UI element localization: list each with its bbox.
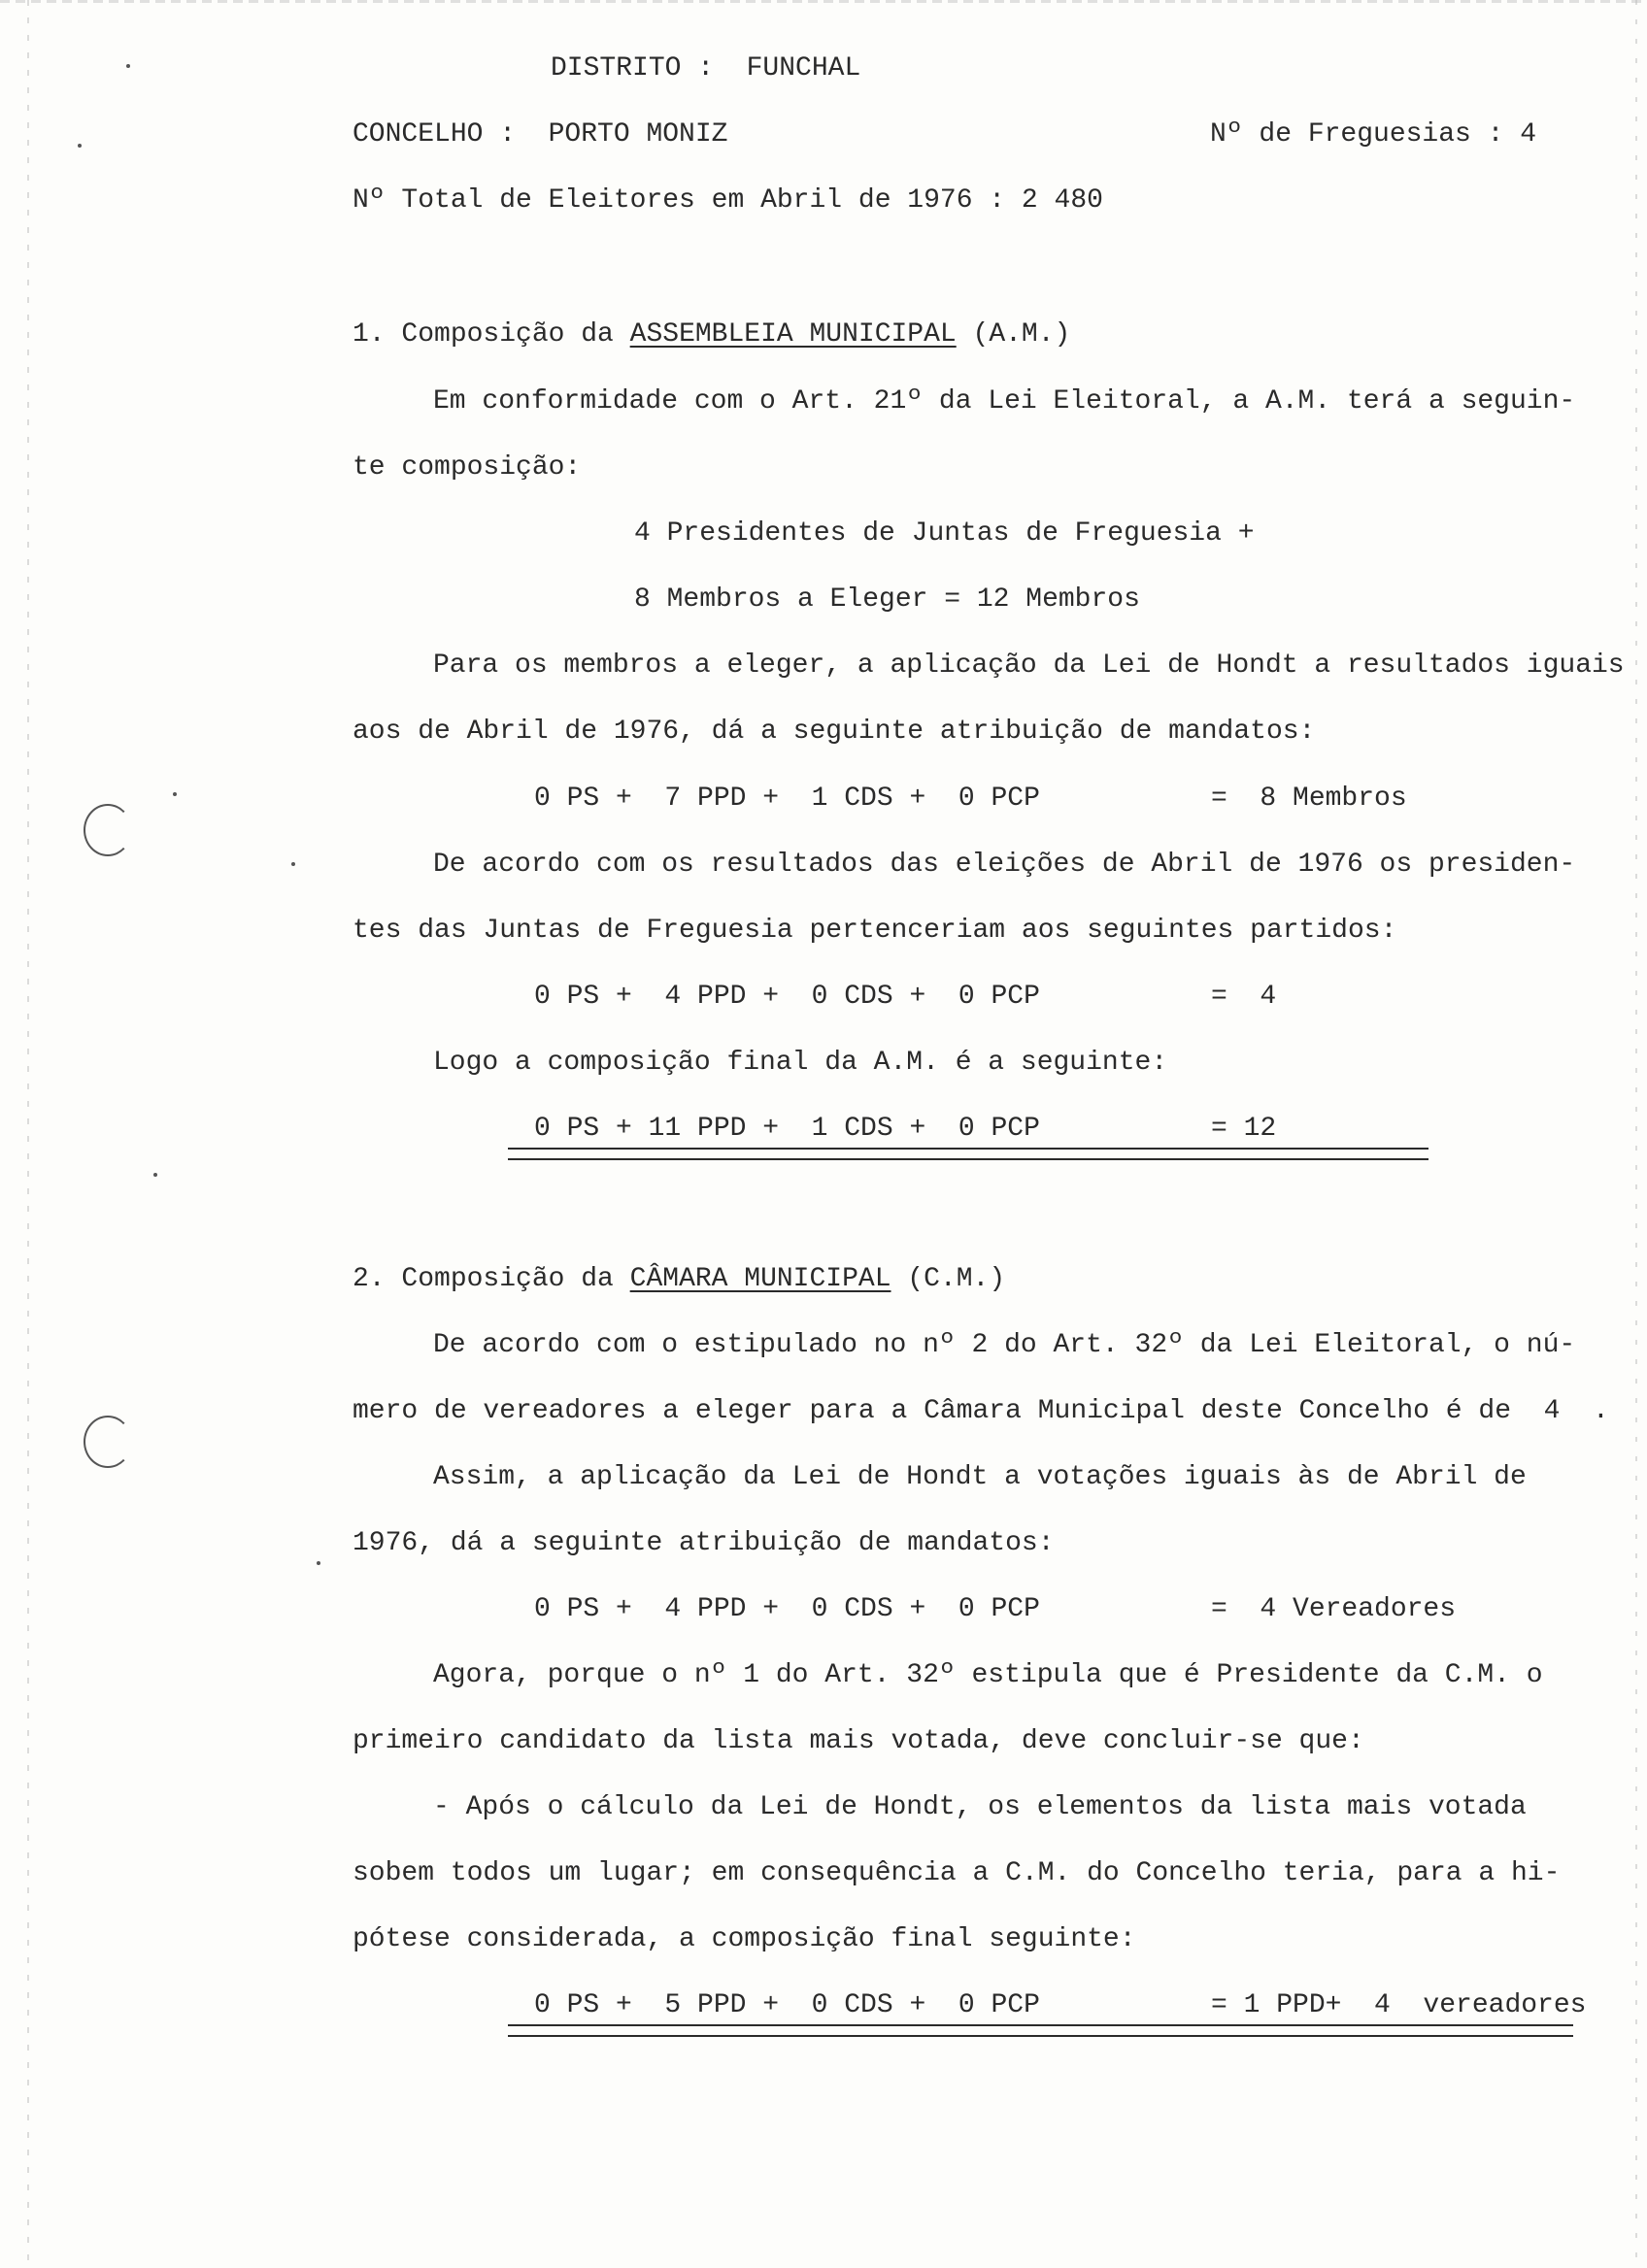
- speck-mark: [153, 1173, 157, 1177]
- section1-composition-line1: 4 Presidentes de Juntas de Freguesia +: [634, 518, 1255, 549]
- section2-heading-title: CÂMARA MUNICIPAL: [629, 1264, 891, 1294]
- section1-paragraph2-line2: aos de Abril de 1976, dá a seguinte atribuição de mandatos:: [353, 717, 1316, 747]
- section1-paragraph3-line1: De acordo com os resultados das eleições de Abril de 1976 os presiden-: [433, 850, 1576, 880]
- page-edge-right: [1635, 0, 1637, 2268]
- section2-result1-parties: 0 PS + 4 PPD + 0 CDS + 0 PCP: [534, 1594, 1040, 1624]
- section1-heading-title: ASSEMBLEIA MUNICIPAL: [629, 319, 957, 350]
- concelho-line: CONCELHO : PORTO MONIZ: [353, 119, 728, 150]
- section2-final-parties: 0 PS + 5 PPD + 0 CDS + 0 PCP: [534, 1990, 1040, 2020]
- total-eleitores-line: Nº Total de Eleitores em Abril de 1976 : 2 480: [353, 185, 1103, 216]
- section1-paragraph2-line1: Para os membros a eleger, a aplicação da Lei de Hondt a resultados iguais: [433, 650, 1625, 681]
- section2-paragraph2-line1: Assim, a aplicação da Lei de Hondt a votações iguais às de Abril de: [433, 1462, 1527, 1492]
- section2-heading-suffix: (C.M.): [891, 1264, 1006, 1294]
- section2-heading: [353, 1263, 1005, 1296]
- speck-mark: [126, 64, 130, 68]
- section2-paragraph4-line1: - Após o cálculo da Lei de Hondt, os elementos da lista mais votada: [433, 1792, 1527, 1822]
- section1-result2-total: = 4: [1211, 982, 1277, 1012]
- section1-heading: [353, 318, 1070, 351]
- section2-final-total: = 1 PPD+ 4 vereadores: [1211, 1990, 1587, 2020]
- section1-result1-total: = 8 Membros: [1211, 784, 1407, 814]
- section2-paragraph1-line2: mero de vereadores a eleger para a Câmara Municipal deste Concelho é de 4 .: [353, 1396, 1609, 1426]
- section2-result1-total: = 4 Vereadores: [1211, 1594, 1457, 1624]
- section1-heading-prefix: 1. Composição da: [353, 319, 630, 350]
- speck-mark: [173, 792, 177, 796]
- section2-paragraph1-line1: De acordo com o estipulado no nº 2 do Art. 32º da Lei Eleitoral, o nú-: [433, 1330, 1576, 1360]
- section1-underline-bottom: [508, 1158, 1429, 1160]
- page-edge-left: [27, 0, 29, 2268]
- section2-paragraph2-line2: 1976, dá a seguinte atribuição de mandatos:: [353, 1528, 1055, 1558]
- speck-mark: [317, 1561, 320, 1565]
- section1-heading-suffix: (A.M.): [956, 319, 1071, 350]
- section2-underline-bottom: [508, 2035, 1573, 2037]
- section1-result1-parties: 0 PS + 7 PPD + 1 CDS + 0 PCP: [534, 784, 1040, 814]
- section2-paragraph4-line2: sobem todos um lugar; em consequência a C.M. do Concelho teria, para a hi-: [353, 1858, 1561, 1888]
- page-edge-top: [0, 0, 1647, 3]
- section1-result2-parties: 0 PS + 4 PPD + 0 CDS + 0 PCP: [534, 982, 1040, 1012]
- section1-underline-top: [508, 1148, 1429, 1150]
- section1-final-total: = 12: [1211, 1114, 1277, 1144]
- section1-paragraph1-line1: Em conformidade com o Art. 21º da Lei Eleitoral, a A.M. terá a seguin-: [433, 386, 1576, 417]
- punch-hole-mark: [84, 1416, 132, 1468]
- section1-composition-line2: 8 Membros a Eleger = 12 Membros: [634, 584, 1140, 615]
- section2-paragraph4-line3: pótese considerada, a composição final seguinte:: [353, 1924, 1136, 1954]
- section2-underline-top: [508, 2024, 1573, 2026]
- section2-paragraph3-line1: Agora, porque o nº 1 do Art. 32º estipula que é Presidente da C.M. o: [433, 1660, 1543, 1690]
- freguesias-count: Nº de Freguesias : 4: [1210, 119, 1537, 150]
- distrito-line: DISTRITO : FUNCHAL: [551, 53, 861, 83]
- speck-mark: [291, 862, 295, 866]
- section1-paragraph4: Logo a composição final da A.M. é a seguinte:: [433, 1048, 1168, 1078]
- speck-mark: [78, 144, 82, 148]
- section2-paragraph3-line2: primeiro candidato da lista mais votada, deve concluir-se que:: [353, 1726, 1364, 1756]
- punch-hole-mark: [84, 804, 132, 856]
- section1-paragraph1-line2: te composição:: [353, 452, 582, 483]
- section2-heading-prefix: 2. Composição da: [353, 1264, 630, 1294]
- section1-paragraph3-line2: tes das Juntas de Freguesia pertenceriam aos seguintes partidos:: [353, 916, 1397, 946]
- section1-final-parties: 0 PS + 11 PPD + 1 CDS + 0 PCP: [534, 1114, 1040, 1144]
